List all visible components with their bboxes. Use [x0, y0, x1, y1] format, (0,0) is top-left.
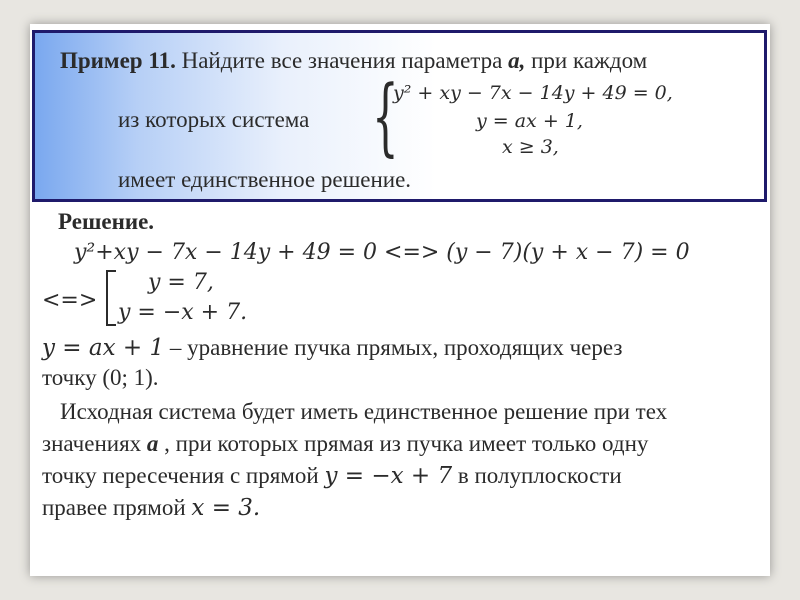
- solution-line-a: [42, 336, 622, 360]
- problem-line-1: [60, 49, 647, 72]
- system-equation-1: y² + xy − 7x − 14y + 49 = 0,: [393, 82, 673, 104]
- parameter-a: a: [146, 431, 159, 456]
- solution-para-3: точку пересечения с прямой y = −x + 7 в полуплоскости: [42, 463, 622, 489]
- solution-para-2: значениях a , при которых прямая из пучка имеет только одну: [42, 431, 649, 456]
- line-x-equation: x = 3.: [191, 495, 261, 521]
- case-2: y = −x + 7.: [118, 300, 248, 325]
- line-equation: y = −x + 7: [324, 463, 453, 489]
- line-a-text: – уравнение пучка прямых, проходящих через: [164, 335, 623, 360]
- problem-line-3: имеет единственное решение.: [118, 167, 412, 192]
- line-a-math: y = ax + 1: [42, 335, 165, 361]
- equivalence-sign: <=>: [42, 288, 98, 313]
- solution-para-1: Исходная система будет иметь единственное решение при тех: [60, 399, 668, 424]
- problem-title: Пример 11.: [60, 48, 176, 73]
- solution-main-equation: y²+xy − 7x − 14y + 49 = 0 <=> (y − 7)(y + x − 7) = 0: [74, 240, 690, 265]
- problem-text: Найдите все значения параметра: [175, 48, 509, 73]
- solution-heading: Решение.: [58, 209, 155, 234]
- problem-line-2: из которых система: [118, 107, 310, 132]
- case-1: y = 7,: [148, 270, 214, 295]
- problem-text-end: при каждом: [525, 48, 648, 73]
- system-equation-3: x ≥ 3,: [502, 136, 559, 158]
- cases-bracket: [106, 270, 116, 326]
- solution-line-b: точку (0; 1).: [42, 365, 159, 390]
- system-brace: {: [372, 67, 399, 165]
- solution-para-4: правее прямой x = 3.: [42, 495, 261, 521]
- system-equation-2: y = ax + 1,: [476, 110, 583, 132]
- problem-parameter: a,: [508, 48, 526, 73]
